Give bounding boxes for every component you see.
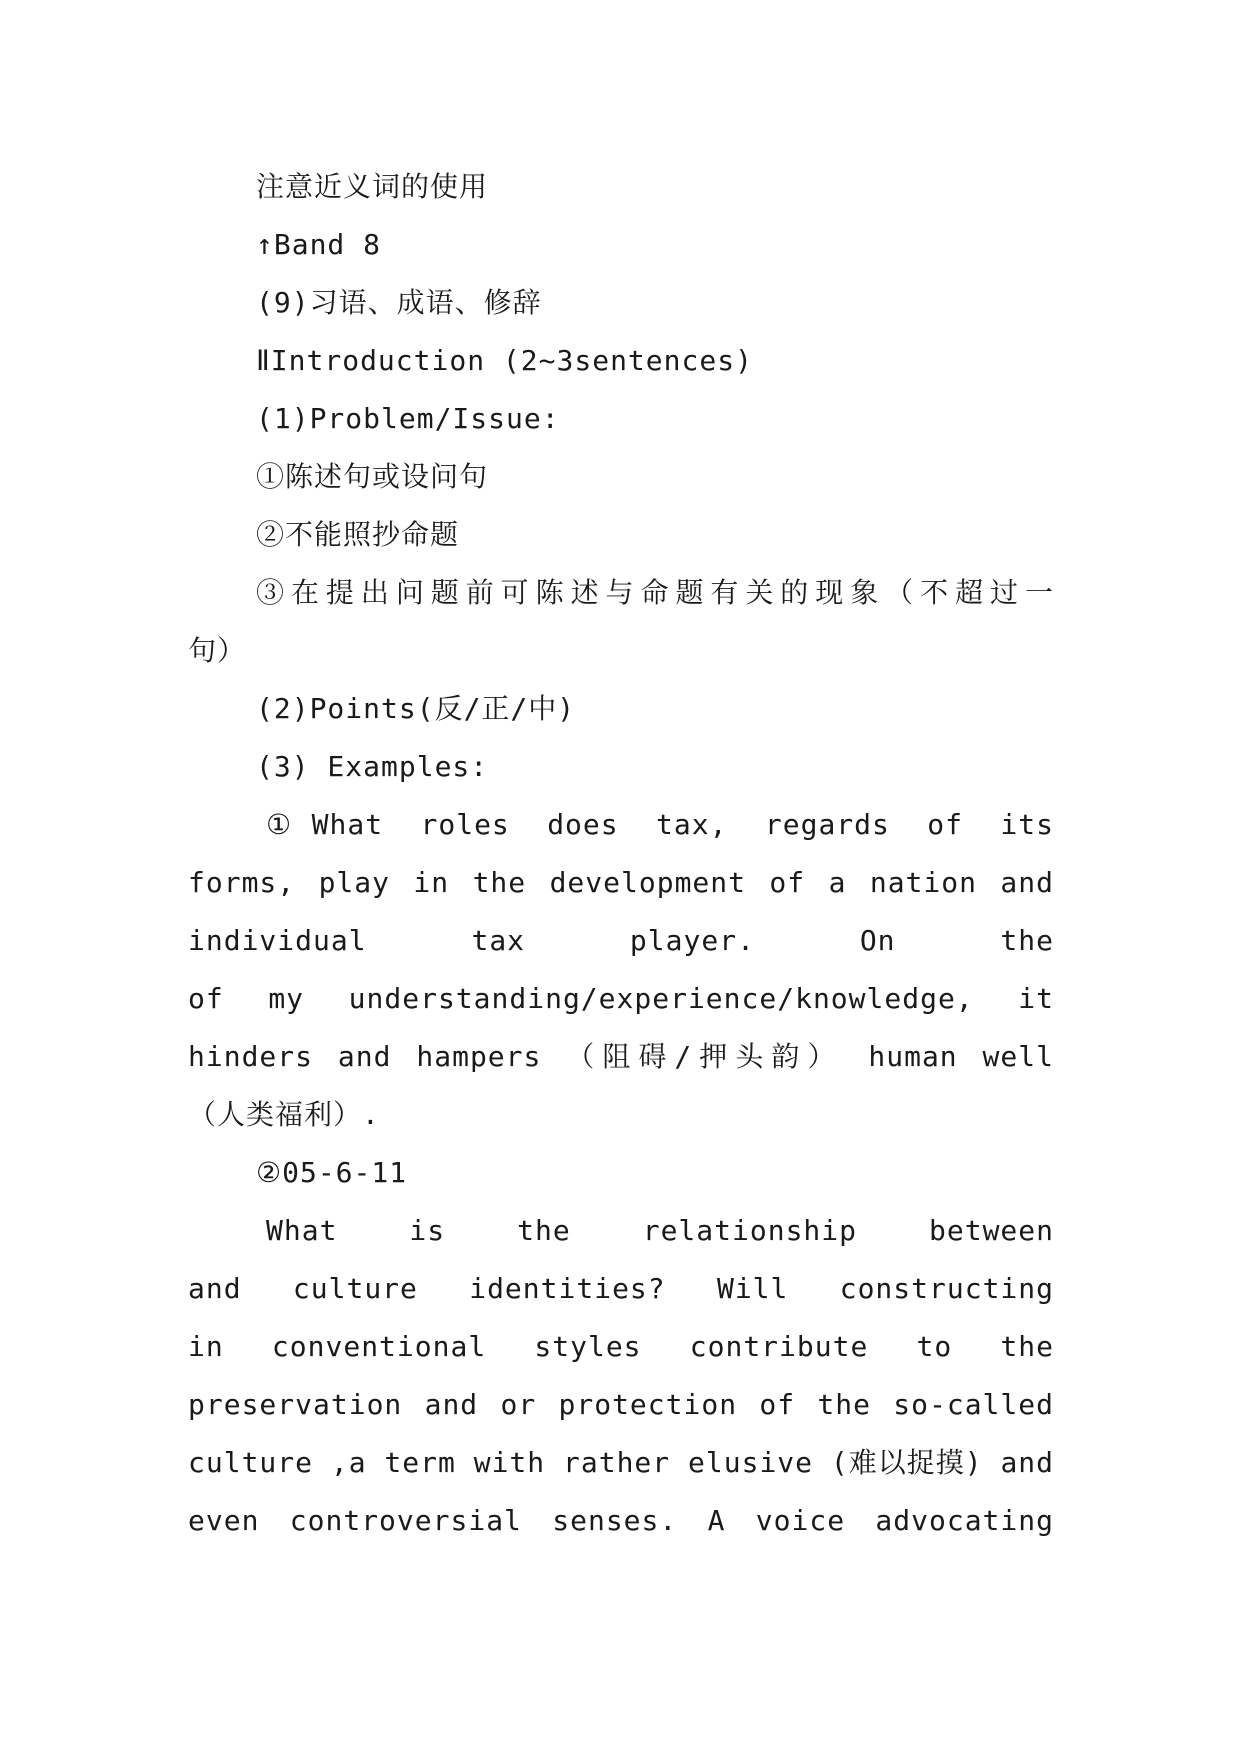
text-line: 注意近义词的使用 [256,170,489,203]
text-line: 句） [188,634,247,667]
text-line: （人类福利）. [188,1098,380,1131]
text-line: ③在提出问题前可陈述与命题有关的现象（不超过一 [256,576,1054,609]
text-line: even controversial senses. A voice advocating [188,1504,1054,1537]
text-line: ①陈述句或设问句 [256,460,489,493]
text-line: preservation and or protection of the so-called [188,1388,1054,1421]
text-line: What is the relationship between [266,1214,1054,1247]
text-line: (9)习语、成语、修辞 [256,286,542,319]
text-line: (2)Points(反/正/中) [256,692,576,725]
text-line: of my understanding/experience/knowledge, it [188,982,1054,1015]
text-line: forms, play in the development of a nation and [188,866,1054,899]
text-line: hinders and hampers （阻碍/押头韵） human well [188,1040,1054,1073]
text-line: and culture identities? Will constructing [188,1272,1054,1305]
text-line: (3) Examples: [256,750,489,783]
text-line: (1)Problem/Issue: [256,402,560,435]
document-body [188,158,1054,1550]
text-line: culture ,a term with rather elusive (难以捉摸) and [188,1446,1054,1479]
text-line: ⅡIntroduction (2~3sentences) [256,344,753,377]
text-line: in conventional styles contribute to the [188,1330,1054,1363]
text-line: ↑Band 8 [256,228,382,261]
text-line: ②不能照抄命题 [256,518,460,551]
text-line: ①What roles does tax, regards of its [266,808,1054,841]
text-line: individual tax player. On the [188,924,1054,957]
text-line: ②05-6-11 [256,1156,408,1189]
